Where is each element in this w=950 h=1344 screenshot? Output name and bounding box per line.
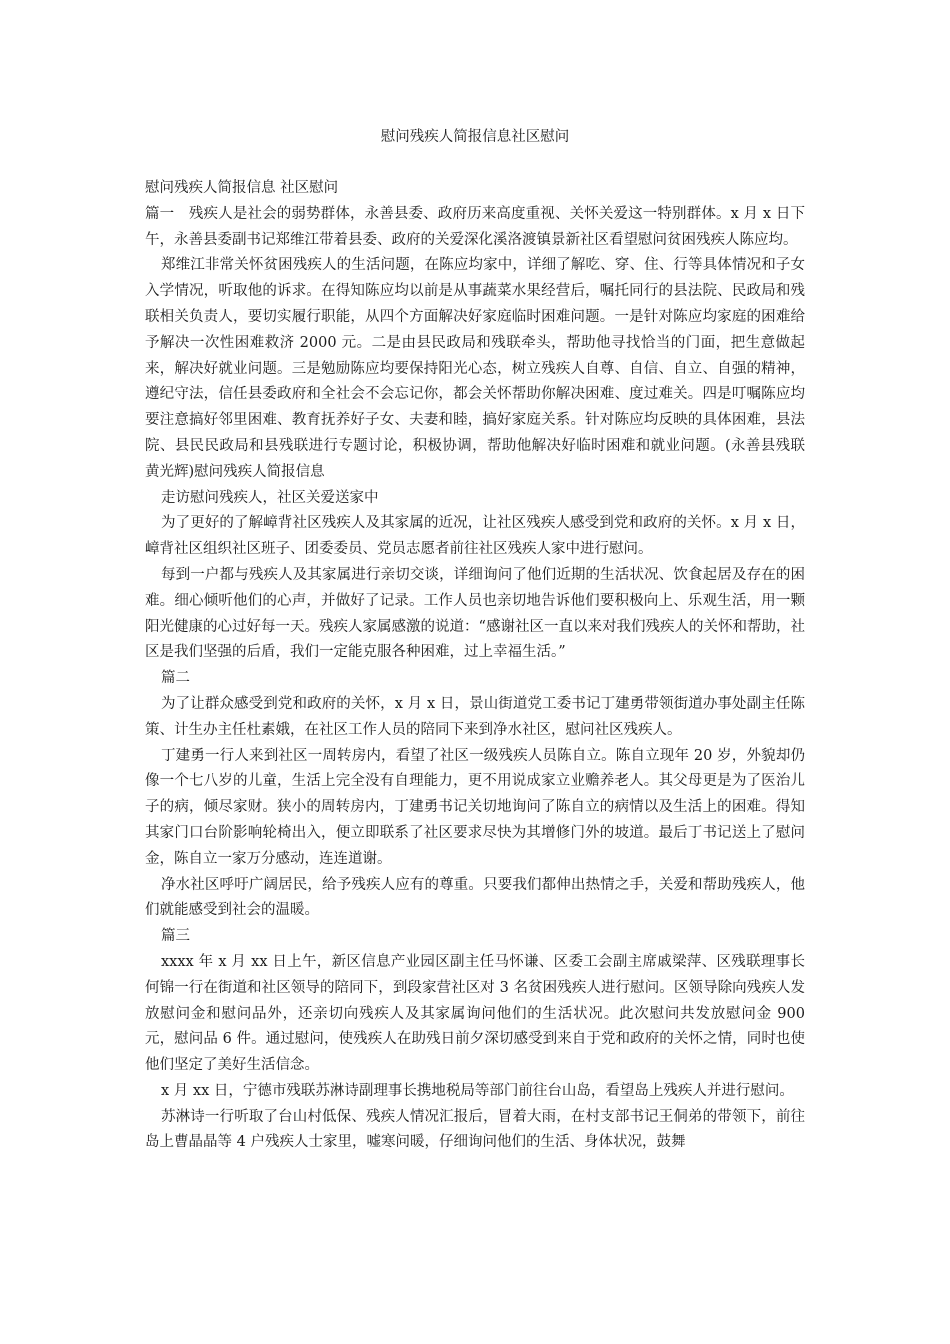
paragraph: 苏淋诗一行听取了台山村低保、残疾人情况汇报后，冒着大雨，在村支部书记王侗弟的带领下，前往岛上曹晶晶等 4 户残疾人士家里，嘘寒问暖，仔细询问他们的生活、身体状况，鼓舞 <box>145 1108 805 1151</box>
paragraph: 篇一 残疾人是社会的弱势群体，永善县委、政府历来高度重视、关怀关爱这一特别群体。x 月 x 日下午，永善县委副书记郑维江带着县委、政府的关爱深化溪洛渡镇景新社区看望慰问贫困残疾人陈应均。 <box>145 205 805 248</box>
paragraph: x 月 xx 日，宁德市残联苏淋诗副理事长携地税局等部门前往台山岛，看望岛上残疾人并进行慰问。 <box>161 1082 794 1099</box>
paragraph: 丁建勇一行人来到社区一周转房内，看望了社区一级残疾人员陈自立。陈自立现年 20 岁，外貌却仍像一个七八岁的儿童，生活上完全没有自理能力，更不用说成家立业赡养老人。其父母更是为了医治儿子的病，倾尽家财。狭小的周转房内，丁建勇书记关切地询问了陈自立的病情以及生活上的困难。得知其家门口台阶影响轮椅出入，便立即联系了社区要求尽快为其增修门外的坡道。最后丁书记送上了慰问金，陈自立一家万分感动，连连道谢。 <box>145 747 805 867</box>
paragraph: 郑维江非常关怀贫困残疾人的生活问题，在陈应均家中，详细了解吃、穿、住、行等具体情况和子女入学情况，听取他的诉求。在得知陈应均以前是从事蔬菜水果经营后，嘱托同行的县法院、民政局和残联相关负责人，要切实履行职能，从四个方面解决好家庭临时困难问题。一是针对陈应均家庭的困难给予解决一次性困难救济 2000 元。二是由县民政局和残联牵头，帮助他寻找恰当的门面，把生意做起来，解决好就业问题。三是勉励陈应均要保持阳光心态，树立残疾人自尊、自信、自立、自强的精神，遵纪守法，信任县委政府和全社会不会忘记你，都会关怀帮助你解决困难、度过难关。四是叮嘱陈应均要注意搞好邻里困难、教育抚养好子女、夫妻和睦，搞好家庭关系。针对陈应均反映的具体困难，县法院、县民民政局和县残联进行专题讨论，积极协调，帮助他解决好临时困难和就业问题。(永善县残联 黄光辉)慰问残疾人简报信息 <box>145 257 805 480</box>
paragraph: 为了更好的了解嶂背社区残疾人及其家属的近况，让社区残疾人感受到党和政府的关怀。x 月 x 日，嶂背社区组织社区班子、团委委员、党员志愿者前往社区残疾人家中进行慰问。 <box>145 515 805 558</box>
paragraph: 篇二 <box>161 670 190 687</box>
paragraph: xxxx 年 x 月 xx 日上午，新区信息产业园区副主任马怀谦、区委工会副主席戚梁萍、区残联理事长何锦一行在街道和社区领导的陪同下，到段家营社区对 3 名贫困残疾人进行慰问。区领导除向残疾人发放慰问金和慰问品外，还亲切向残疾人及其家属询问他们的生活状况。此次慰问共发放慰问金 900 元，慰问品 6 件。通过慰问，使残疾人在助残日前夕深切感受到来自于党和政府的关怀之情，同时也使他们坚定了美好生活信念。 <box>145 953 805 1074</box>
paragraph: 净水社区呼吁广阔居民，给予残疾人应有的尊重。只要我们都伸出热情之手，关爱和帮助残疾人，他们就能感受到社会的温暖。 <box>145 876 805 919</box>
paragraph: 每到一户都与残疾人及其家属进行亲切交谈，详细询问了他们近期的生活状况、饮食起居及存在的困难。细心倾听他们的心声，并做好了记录。工作人员也亲切地告诉他们要积极向上、乐观生活，用一颗阳光健康的心过好每一天。残疾人家属感激的说道：“感谢社区一直以来对我们残疾人的关怀和帮助，社区是我们坚强的后盾，我们一定能克服各种困难，过上幸福生活。” <box>145 566 805 661</box>
paragraph: 篇三 <box>161 928 190 945</box>
paragraph: 慰问残疾人简报信息 社区慰问 <box>145 180 339 196</box>
paragraph: 走访慰问残疾人，社区关爱送家中 <box>161 489 379 506</box>
document-title: 慰问残疾人简报信息社区慰问 <box>380 129 570 145</box>
document-body <box>145 176 805 1156</box>
paragraph: 为了让群众感受到党和政府的关怀，x 月 x 日，景山街道党工委书记丁建勇带领街道办事处副主任陈策、计生办主任杜素娥，在社区工作人员的陪同下来到净水社区，慰问社区残疾人。 <box>145 695 805 738</box>
